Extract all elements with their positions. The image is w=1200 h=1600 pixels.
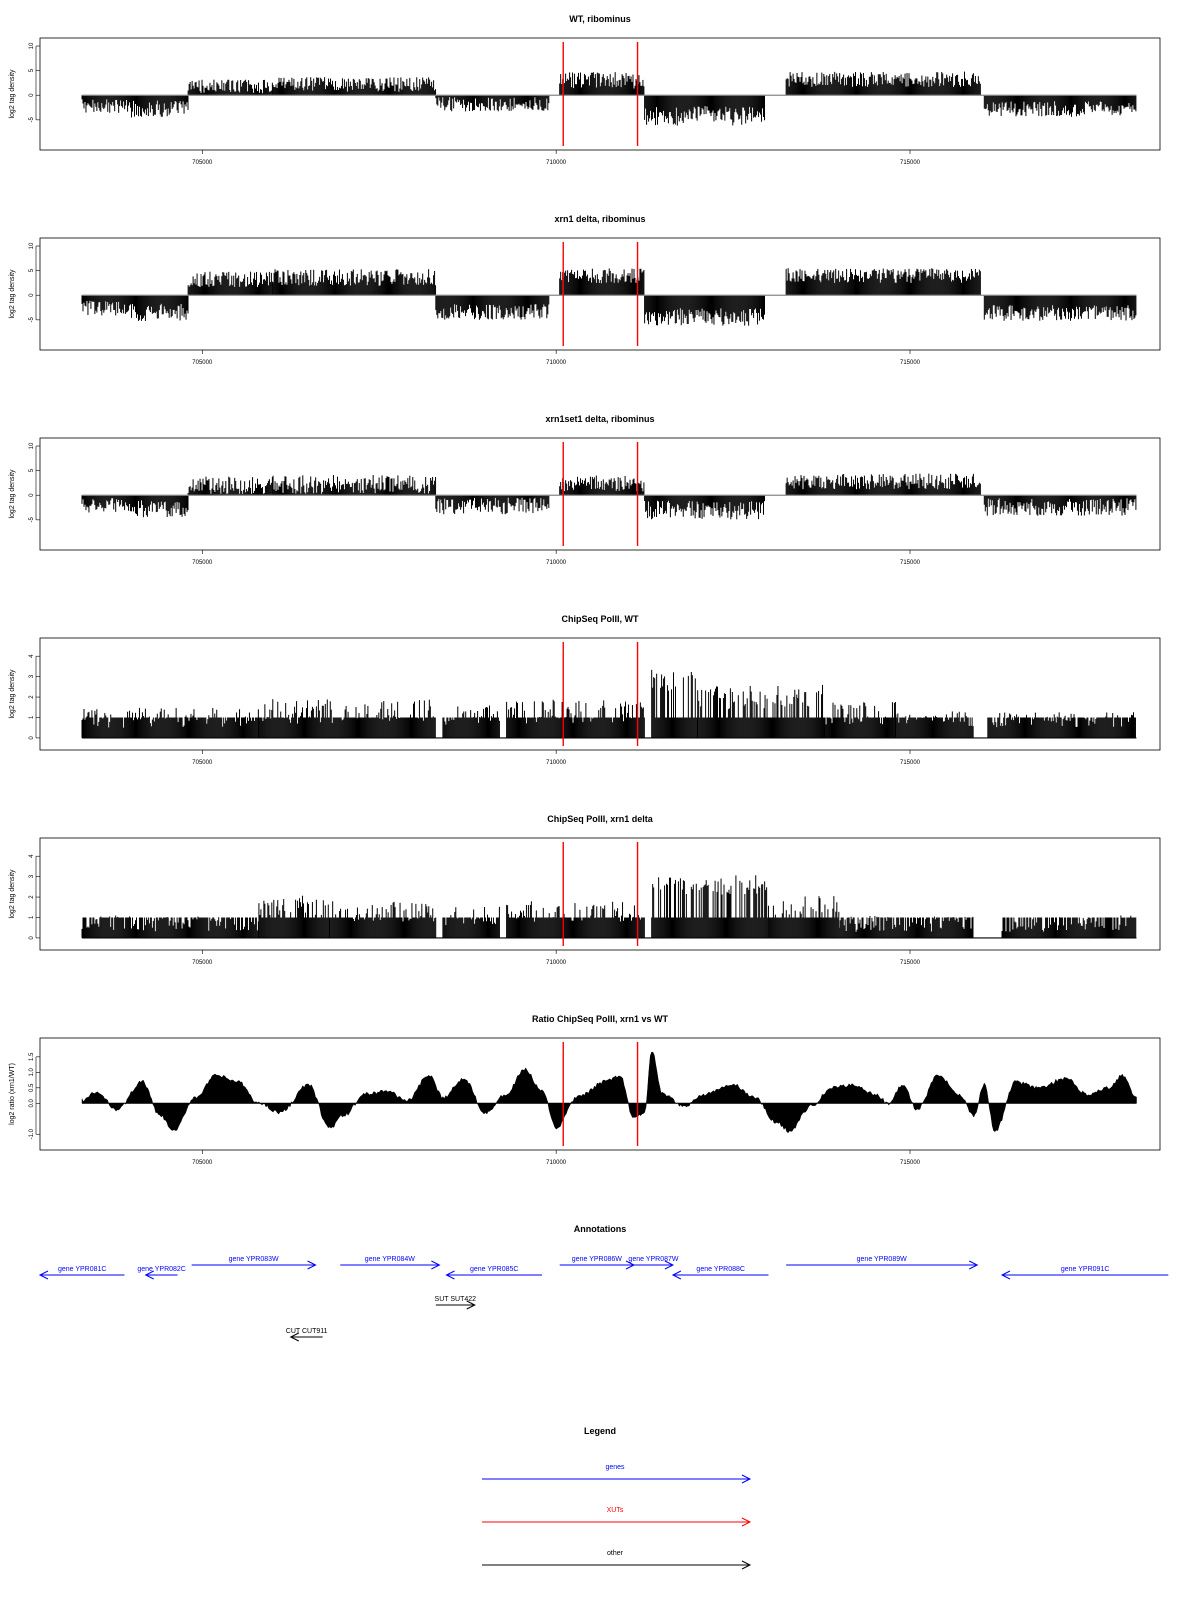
y-tick-label: 2 — [29, 695, 35, 699]
y-axis-label: log2 tag density — [9, 269, 16, 319]
y-tick-label: 0 — [29, 936, 35, 940]
chart-panel-4 — [9, 614, 1160, 766]
chart-title: xrn1set1 delta, ribominus — [545, 414, 655, 424]
y-tick-label: 1 — [29, 715, 35, 720]
x-tick-label: 710000 — [546, 760, 567, 766]
y-tick-label: 0 — [29, 293, 35, 297]
chart-title: ChipSeq PolII, xrn1 delta — [547, 814, 653, 824]
x-tick-label: 715000 — [899, 960, 921, 966]
x-tick-label: 710000 — [546, 960, 567, 966]
y-tick-label: 5 — [29, 268, 35, 273]
y-tick-label: 4 — [29, 654, 35, 658]
y-axis-label: log2 tag density — [9, 869, 16, 919]
y-tick-label: 4 — [29, 854, 35, 858]
y-tick-label: 10 — [29, 42, 35, 50]
data-bars — [82, 875, 1136, 938]
y-tick-label: 0 — [29, 493, 35, 497]
x-tick-label: 715000 — [899, 360, 921, 366]
x-tick-label: 705000 — [192, 560, 213, 566]
x-tick-label: 715000 — [899, 160, 921, 166]
chart-panel-5 — [9, 814, 1160, 966]
y-axis-label: log2 tag density — [9, 469, 16, 519]
chart-panel-1 — [9, 14, 1160, 166]
y-tick-label: 2 — [29, 895, 35, 899]
y-tick-label: -5 — [29, 317, 35, 323]
chart-title: xrn1 delta, ribominus — [554, 214, 646, 224]
data-bars — [82, 72, 1136, 126]
x-tick-label: 705000 — [192, 760, 213, 766]
x-tick-label: 710000 — [546, 360, 567, 366]
x-tick-label: 715000 — [899, 760, 921, 766]
y-tick-label: -5 — [29, 517, 35, 523]
chart-panel-3 — [9, 414, 1160, 566]
y-tick-label: 0 — [29, 736, 35, 740]
chart-title: ChipSeq PolII, WT — [561, 614, 639, 624]
y-axis-label: log2 tag density — [9, 69, 16, 119]
chart-title: WT, ribominus — [569, 14, 631, 24]
x-tick-label: 705000 — [192, 960, 213, 966]
x-tick-label: 705000 — [192, 160, 213, 166]
y-tick-label: 10 — [29, 442, 35, 450]
y-tick-label: 3 — [29, 674, 35, 679]
x-tick-label: 710000 — [546, 560, 567, 566]
data-bars — [82, 670, 1135, 738]
x-tick-label: 705000 — [192, 360, 213, 366]
y-tick-label: 5 — [29, 468, 35, 473]
y-tick-label: 3 — [29, 874, 35, 879]
y-tick-label: 5 — [29, 68, 35, 73]
y-tick-label: 1 — [29, 915, 35, 920]
data-bars — [82, 268, 1136, 325]
x-tick-label: 715000 — [899, 560, 921, 566]
y-tick-label: -5 — [29, 117, 35, 123]
x-tick-label: 710000 — [546, 160, 567, 166]
chart-panel-2 — [9, 214, 1160, 366]
data-bars — [82, 474, 1136, 520]
y-axis-label: log2 tag density — [9, 669, 16, 719]
y-tick-label: 10 — [29, 242, 35, 250]
y-tick-label: 0 — [29, 93, 35, 97]
